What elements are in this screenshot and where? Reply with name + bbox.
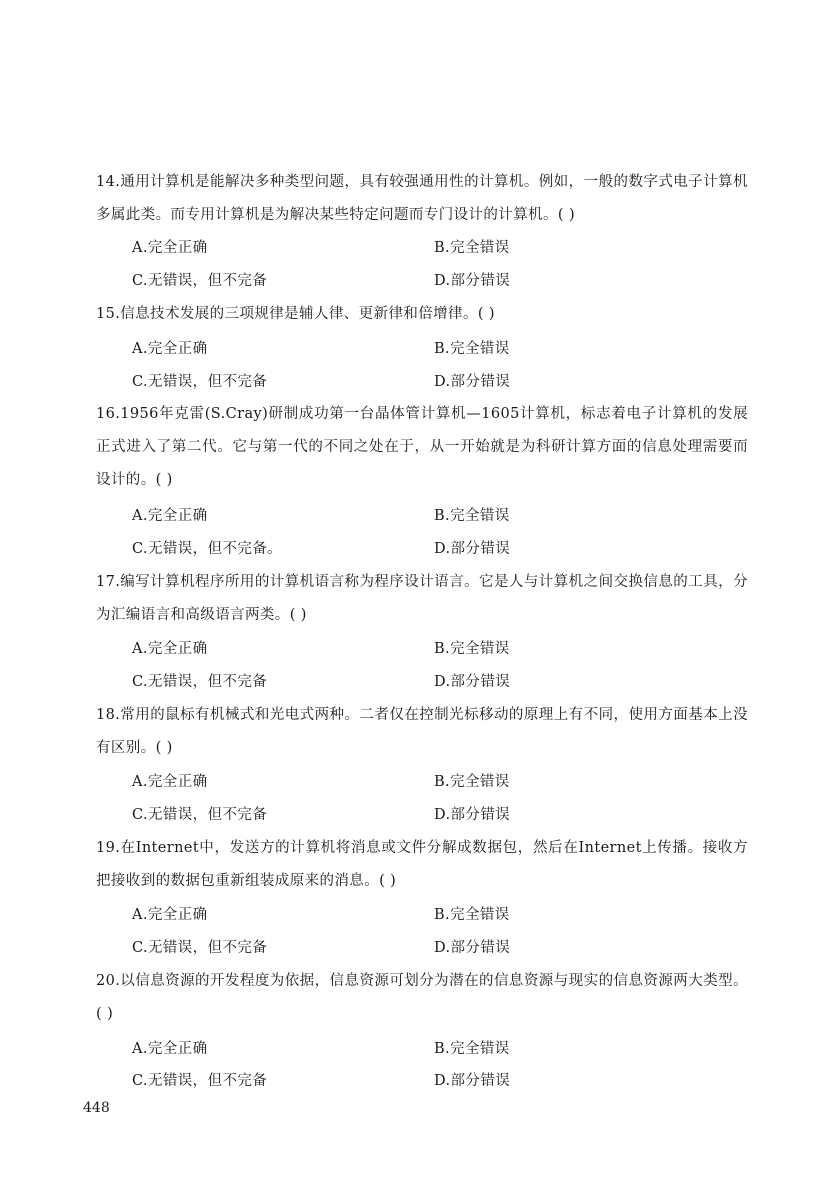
q15-option-c: C.无错误，但不完备: [132, 374, 268, 390]
question-18: 18.常用的鼠标有机械式和光电式两种。二者仅在控制光标移动的原理上有不同，使用方面基本上没有区别。( ): [96, 707, 748, 756]
question-19: 19.在Internet中，发送方的计算机将消息或文件分解成数据包，然后在Internet上传播。接收方把接收到的数据包重新组装成原来的消息。( ): [96, 840, 748, 889]
q15-option-b: B.完全错误: [434, 341, 510, 357]
q17-option-d: D.部分错误: [434, 674, 511, 690]
q17-option-b: B.完全错误: [434, 641, 510, 657]
question-14: 14.通用计算机是能解决多种类型问题，具有较强通用性的计算机。例如，一般的数字式电子计算机多属此类。而专用计算机是为解决某些特定问题而专门设计的计算机。( ): [96, 174, 748, 223]
q20-option-d: D.部分错误: [434, 1073, 511, 1089]
question-20: 20.以信息资源的开发程度为依据，信息资源可划分为潜在的信息资源与现实的信息资源两大类型。( ): [96, 973, 748, 1022]
q15-option-d: D.部分错误: [434, 374, 511, 390]
q17-option-c: C.无错误，但不完备: [132, 674, 268, 690]
question-17: 17.编写计算机程序所用的计算机语言称为程序设计语言。它是人与计算机之间交换信息的工具，分为汇编语言和高级语言两类。( ): [96, 574, 748, 623]
question-15: 15.信息技术发展的三项规律是辅人律、更新律和倍增律。( ): [96, 306, 495, 322]
q19-option-c: C.无错误，但不完备: [132, 940, 268, 956]
q17-option-a: A.完全正确: [132, 641, 208, 657]
q16-option-b: B.完全错误: [434, 508, 510, 524]
q19-option-a: A.完全正确: [132, 907, 208, 923]
page-number: 448: [83, 1100, 110, 1116]
q16-option-a: A.完全正确: [132, 508, 208, 524]
q20-option-b: B.完全错误: [434, 1041, 510, 1057]
q18-option-d: D.部分错误: [434, 807, 511, 823]
q20-option-a: A.完全正确: [132, 1041, 208, 1057]
q14-option-a: A.完全正确: [132, 240, 208, 256]
question-16: 16.1956年克雷(S.Cray)研制成功第一台晶体管计算机—1605计算机，标志着电子计算机的发展正式进入了第二代。它与第一代的不同之处在于，从一开始就是为科研计算方面的信息处理需要而设计的。( ): [96, 406, 748, 488]
q14-option-c: C.无错误，但不完备: [132, 273, 268, 289]
q18-option-c: C.无错误，但不完备: [132, 807, 268, 823]
q19-option-d: D.部分错误: [434, 940, 511, 956]
q14-option-b: B.完全错误: [434, 240, 510, 256]
q18-option-b: B.完全错误: [434, 774, 510, 790]
q18-option-a: A.完全正确: [132, 774, 208, 790]
q15-option-a: A.完全正确: [132, 341, 208, 357]
q19-option-b: B.完全错误: [434, 907, 510, 923]
q16-option-d: D.部分错误: [434, 541, 511, 557]
q20-option-c: C.无错误，但不完备: [132, 1073, 268, 1089]
q16-option-c: C.无错误，但不完备。: [132, 541, 283, 557]
q14-option-d: D.部分错误: [434, 273, 511, 289]
